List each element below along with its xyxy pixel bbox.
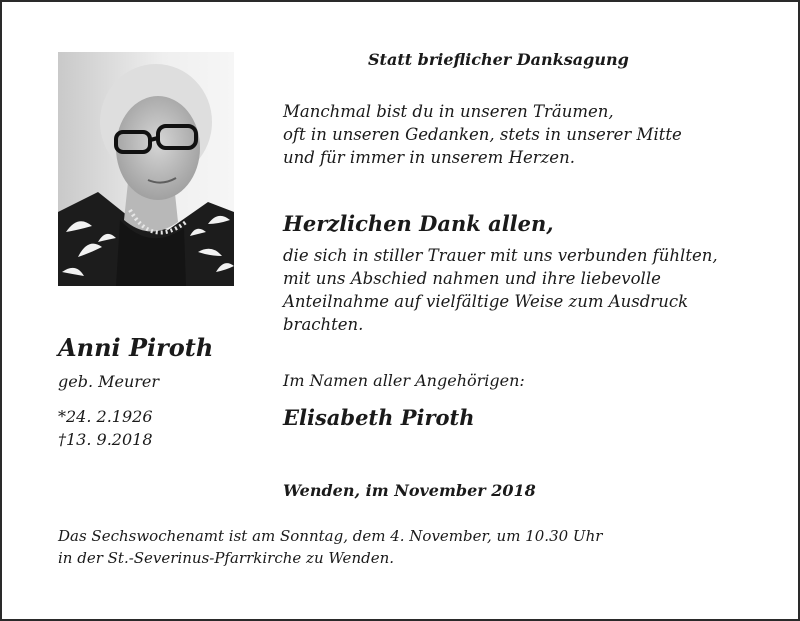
poem <box>283 100 682 169</box>
death-date: †13. 9.2018 <box>58 430 153 449</box>
poem-line: und für immer in unserem Herzen. <box>283 148 575 167</box>
poem-line: oft in unseren Gedanken, stets in unserer Mitte <box>283 125 682 144</box>
thanks-text <box>283 244 718 336</box>
thanks-line: brachten. <box>283 315 364 334</box>
footer-line: Das Sechswochenamt ist am Sonntag, dem 4. November, um 10.30 Uhr <box>58 527 603 545</box>
footer-note <box>58 525 602 569</box>
thanks-line: mit uns Abschied nahmen und ihre liebevolle <box>283 269 661 288</box>
birth-date: *24. 2.1926 <box>58 407 153 426</box>
portrait-photo <box>58 52 234 286</box>
footer-line: in der St.-Severinus-Pfarrkirche zu Wenden. <box>58 549 395 567</box>
portrait-illustration <box>58 52 234 286</box>
header-title: Statt brieflicher Danksagung <box>368 50 629 69</box>
thanks-line: Anteilnahme auf vielfältige Weise zum Ausdruck <box>283 292 689 311</box>
maiden-name: geb. Meurer <box>58 372 160 391</box>
place-date: Wenden, im November 2018 <box>283 481 536 500</box>
deceased-name: Anni Piroth <box>58 333 214 362</box>
signature-intro: Im Namen aller Angehörigen: <box>283 371 525 390</box>
signature-name: Elisabeth Piroth <box>283 405 475 430</box>
poem-line: Manchmal bist du in unseren Träumen, <box>283 102 614 121</box>
thanks-title: Herzlichen Dank allen, <box>283 211 554 236</box>
thanks-line: die sich in stiller Trauer mit uns verbunden fühlten, <box>283 246 718 265</box>
